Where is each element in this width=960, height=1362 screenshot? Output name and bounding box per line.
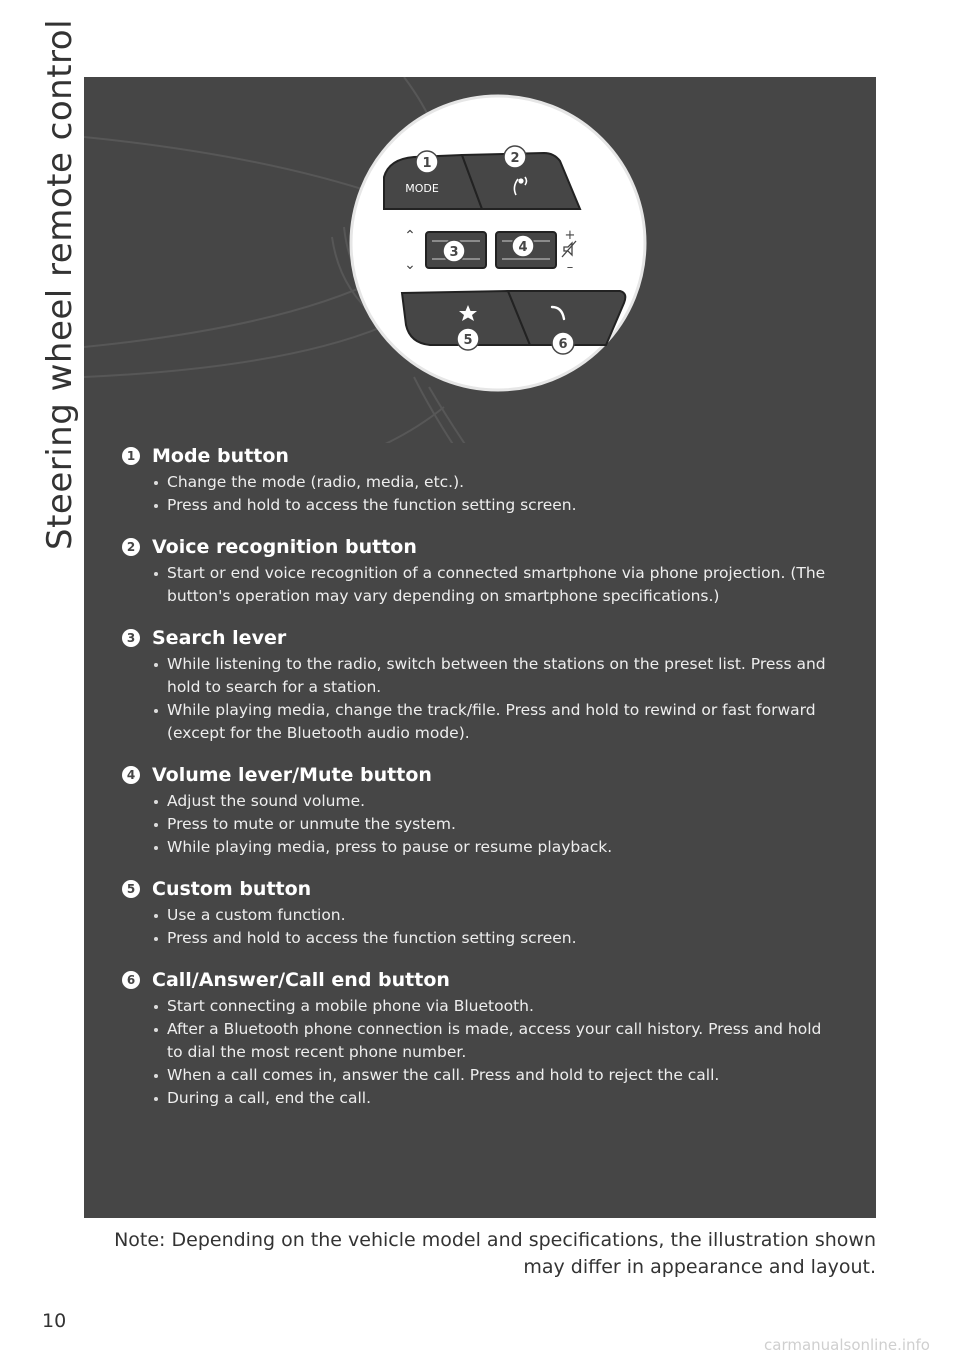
callout-2 — [504, 146, 526, 168]
bullet: While playing media, press to pause or resume playback. — [152, 836, 876, 859]
callout-6 — [552, 332, 574, 354]
volume-minus: – — [566, 260, 574, 275]
svg-text:3: 3 — [449, 245, 459, 260]
bullet: Start or end voice recognition of a connected smartphone via phone projection. (The button's operation may vary depending on smartphone specifications.) — [152, 562, 876, 608]
callout-1 — [416, 151, 438, 173]
item-number: 1 — [122, 447, 140, 465]
callout-4 — [512, 235, 534, 257]
steering-wheel-illustration — [84, 77, 876, 443]
down-arrow-icon: ⌄ — [404, 257, 416, 273]
item-voice-recognition-button — [84, 534, 876, 608]
bullet: Change the mode (radio, media, etc.). — [152, 471, 876, 494]
item-volume-lever — [84, 762, 876, 859]
bullet: While listening to the radio, switch between the stations on the preset list. Press and hold to search for a station. — [152, 653, 876, 699]
button-descriptions — [84, 443, 876, 1127]
item-number: 6 — [122, 971, 140, 989]
item-title: Custom button — [152, 878, 312, 900]
up-arrow-icon: ⌃ — [404, 228, 416, 244]
watermark: carmanualsonline.info — [764, 1336, 930, 1354]
bullet: After a Bluetooth phone connection is made, access your call history. Press and hold to dial the most recent phone number. — [152, 1018, 876, 1064]
bullet: Press to mute or unmute the system. — [152, 813, 876, 836]
item-search-lever — [84, 625, 876, 745]
mode-label: MODE — [405, 182, 439, 195]
item-number: 4 — [122, 766, 140, 784]
svg-text:6: 6 — [558, 337, 568, 352]
item-custom-button — [84, 876, 876, 950]
bullet: Use a custom function. — [152, 904, 876, 927]
content-panel — [84, 77, 876, 1218]
item-title: Search lever — [152, 627, 287, 649]
item-number: 3 — [122, 629, 140, 647]
item-title: Mode button — [152, 445, 289, 467]
item-mode-button — [84, 443, 876, 517]
bullet: Press and hold to access the function setting screen. — [152, 927, 876, 950]
item-title: Voice recognition button — [152, 536, 417, 558]
svg-text:1: 1 — [422, 156, 432, 171]
item-number: 5 — [122, 880, 140, 898]
volume-plus: + — [564, 228, 576, 243]
illustration-note: Note: Depending on the vehicle model and specifications, the illustration shown may differ in appearance and layout. — [114, 1229, 876, 1278]
page-number: 10 — [42, 1310, 67, 1332]
svg-text:5: 5 — [463, 333, 473, 348]
item-title: Call/Answer/Call end button — [152, 969, 450, 991]
bullet: Start connecting a mobile phone via Bluetooth. — [152, 995, 876, 1018]
svg-text:2: 2 — [510, 151, 520, 166]
bullet: While playing media, change the track/file. Press and hold to rewind or fast forward (except for the Bluetooth audio mode). — [152, 699, 876, 745]
bullet: Adjust the sound volume. — [152, 790, 876, 813]
item-call-button — [84, 967, 876, 1110]
item-number: 2 — [122, 538, 140, 556]
bullet: When a call comes in, answer the call. Press and hold to reject the call. — [152, 1064, 876, 1087]
callout-5 — [457, 328, 479, 350]
callout-3 — [443, 240, 465, 262]
item-title: Volume lever/Mute button — [152, 764, 432, 786]
bullet: During a call, end the call. — [152, 1087, 876, 1110]
svg-text:4: 4 — [518, 240, 528, 255]
side-title: Steering wheel remote control — [40, 18, 80, 550]
bullet: Press and hold to access the function setting screen. — [152, 494, 876, 517]
